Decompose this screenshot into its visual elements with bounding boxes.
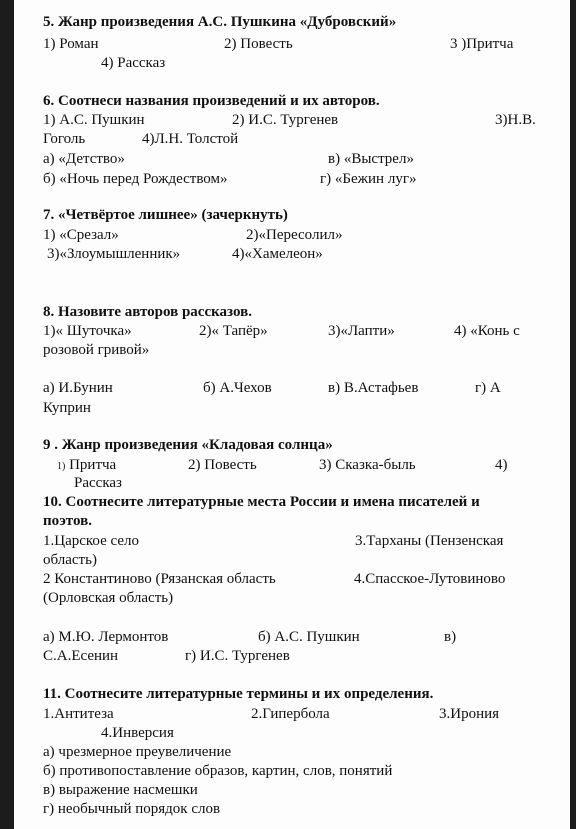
- q10-place-3: 3.Тарханы (Пензенская: [355, 533, 504, 549]
- q8-author-b: б) А.Чехов: [203, 380, 272, 396]
- question-10-title: 10. Соотнесите литературные места России и имена писателей и: [43, 494, 480, 510]
- q10-name-v-cont: С.А.Есенин: [43, 648, 119, 664]
- question-8-title: 8. Назовите авторов рассказов.: [43, 304, 252, 320]
- q9-option-1-label: Притча: [69, 457, 117, 473]
- q6-work-g: г) «Бежин луг»: [320, 171, 417, 187]
- q11-definition-v: в) выражение насмешки: [43, 782, 198, 798]
- q11-term-4: 4.Инверсия: [101, 725, 174, 741]
- q9-option-1-number: 1): [57, 461, 66, 472]
- q11-definition-a: а) чрезмерное преувеличение: [43, 744, 232, 760]
- q10-name-b: б) А.С. Пушкин: [258, 629, 360, 645]
- q6-author-4: 4)Л.Н. Толстой: [142, 131, 239, 147]
- q11-term-1: 1.Антитеза: [43, 706, 114, 722]
- q7-option-2: 2)«Пересолил»: [246, 227, 343, 243]
- q11-definition-b: б) противопоставление образов, картин, слов, понятий: [43, 763, 393, 779]
- q6-work-v: в) «Выстрел»: [328, 151, 414, 167]
- q8-story-4: 4) «Конь с: [454, 323, 520, 339]
- q8-author-v: в) В.Астафьев: [328, 380, 419, 396]
- question-10-title-cont: поэтов.: [43, 513, 92, 529]
- q6-author-1: 1) А.С. Пушкин: [43, 112, 145, 128]
- question-6-title: 6. Соотнеси названия произведений и их авторов.: [43, 93, 380, 109]
- q8-author-g-cont: Куприн: [43, 400, 91, 416]
- q8-author-a: а) И.Бунин: [43, 380, 113, 396]
- q10-name-v: в): [444, 629, 457, 645]
- q8-story-2: 2)« Тапёр»: [199, 323, 268, 339]
- q10-place-3-cont: область): [43, 552, 97, 568]
- q10-name-a: а) М.Ю. Лермонтов: [43, 629, 169, 645]
- q5-option-4: 4) Рассказ: [101, 55, 166, 71]
- q8-author-g: г) А: [475, 380, 501, 396]
- q10-place-4: 4.Спасское-Лутовиново: [354, 571, 506, 587]
- q10-place-2: 2 Константиново (Рязанская область: [43, 571, 276, 587]
- worksheet-page: [14, 0, 570, 829]
- q11-term-2: 2.Гипербола: [251, 706, 330, 722]
- q9-option-1: [57, 456, 116, 476]
- q6-author-3-cont: Гоголь: [43, 131, 86, 147]
- q7-option-3: 3)«Злоумышленник»: [47, 246, 181, 262]
- q9-option-4: 4): [495, 457, 508, 473]
- q7-option-1: 1) «Срезал»: [43, 227, 119, 243]
- q11-definition-g: г) необычный порядок слов: [43, 801, 221, 817]
- q5-option-3: 3 )Притча: [450, 36, 514, 52]
- q9-option-3: 3) Сказка-быль: [319, 457, 416, 473]
- q11-term-3: 3.Ирония: [439, 706, 500, 722]
- question-7-title: 7. «Четвёртое лишнее» (зачеркнуть): [43, 207, 288, 223]
- q7-option-4: 4)«Хамелеон»: [232, 246, 323, 262]
- question-5-title: 5. Жанр произведения А.С. Пушкина «Дубровский»: [43, 14, 397, 30]
- q6-work-b: б) «Ночь перед Рождеством»: [43, 171, 228, 187]
- q6-author-3: 3)Н.В.: [495, 112, 536, 128]
- q8-story-1: 1)« Шуточка»: [43, 323, 132, 339]
- q6-author-2: 2) И.С. Тургенев: [232, 112, 339, 128]
- q5-option-2: 2) Повесть: [224, 36, 293, 52]
- q8-story-4-cont: розовой гривой»: [43, 342, 150, 358]
- q10-name-g: г) И.С. Тургенев: [185, 648, 290, 664]
- question-11-title: 11. Соотнесите литературные термины и их определения.: [43, 686, 434, 702]
- question-9-title: 9 . Жанр произведения «Кладовая солнца»: [43, 437, 333, 453]
- q6-work-a: а) «Детство»: [43, 151, 125, 167]
- q10-place-4-cont: (Орловская область): [43, 590, 174, 606]
- q8-story-3: 3)«Лапти»: [328, 323, 395, 339]
- q5-option-1: 1) Роман: [43, 36, 99, 52]
- q10-place-1: 1.Царское село: [43, 533, 139, 549]
- q9-option-2: 2) Повесть: [188, 457, 257, 473]
- q9-option-4-cont: Рассказ: [74, 475, 122, 491]
